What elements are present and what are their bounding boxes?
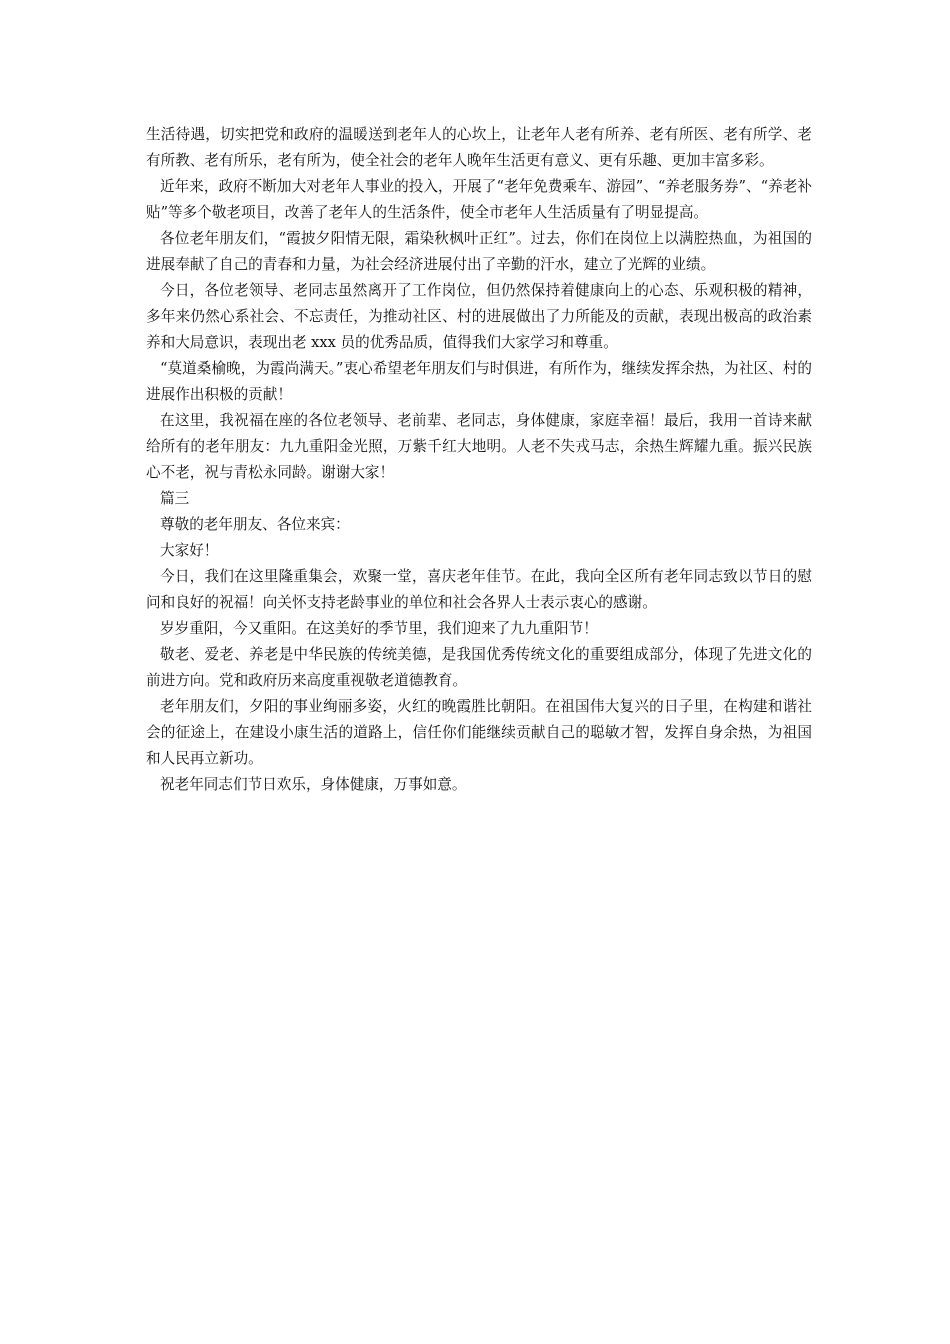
paragraph-continued: 生活待遇，切实把党和政府的温暖送到老年人的心坎上，让老年人老有所养、老有所医、老有所学、老有所教、老有所乐，老有所为，使全社会的老年人晚年生活更有意义、更有乐趣、更加丰富多彩。 — [146, 126, 812, 169]
paragraph-sunset-verse: 各位老年朋友们，“霞披夕阳情无限，霜染秋枫叶正红”。过去，你们在岗位上以满腔热血，为祖国的进展奉献了自己的青春和力量，为社会经济进展付出了辛勤的汗水，建立了光辉的业绩。 — [146, 230, 812, 273]
paragraph-double-ninth: 岁岁重阳，今又重阳。在这美好的季节里，我们迎来了九九重阳节！ — [160, 620, 598, 637]
paragraph-sunset-career: 老年朋友们，夕阳的事业绚丽多姿，火红的晚霞胜比朝阳。在祖国伟大复兴的日子里，在构建和谐社会的征途上，在建设小康生活的道路上，信任你们能继续贡献自己的聪敏才智，发挥自身余热，为祖国和人民再立新功。 — [146, 698, 812, 767]
paragraph-gathering: 今日，我们在这里隆重集会，欢聚一堂，喜庆老年佳节。在此，我向全区所有老年同志致以节日的慰问和良好的祝福！向关怀支持老龄事业的单位和社会各界人士表示衷心的感谢。 — [146, 568, 812, 611]
section-heading: 篇三 — [160, 490, 190, 507]
paragraph-investment: 近年来，政府不断加大对老年人事业的投入，开展了“老年免费乘车、游园”、“养老服务券”、“养老补贴”等多个敬老项目，改善了老年人的生活条件，使全市老年人生活质量有了明显提高。 — [146, 178, 812, 221]
greeting: 大家好！ — [160, 542, 219, 559]
document-page — [146, 122, 812, 798]
salutation: 尊敬的老年朋友、各位来宾： — [160, 516, 350, 533]
paragraph-tradition: 敬老、爱老、养老是中华民族的传统美德，是我国优秀传统文化的重要组成部分，体现了先进文化的前进方向。党和政府历来高度重视敬老道德教育。 — [146, 646, 812, 689]
paragraph-mulberry-quote: “莫道桑榆晚，为霞尚满天。”衷心希望老年朋友们与时俱进，有所作为，继续发挥余热，为社区、村的进展作出积极的贡献！ — [146, 360, 812, 403]
paragraph-blessing-poem: 在这里，我祝福在座的各位老领导、老前辈、老同志，身体健康，家庭幸福！最后，我用一首诗来献给所有的老年朋友：九九重阳金光照，万紫千红大地明。人老不失戎马志，余热生辉耀九重。振兴民族心不老，祝与青松永同龄。谢谢大家！ — [146, 412, 812, 481]
paragraph-retired-leaders: 今日，各位老领导、老同志虽然离开了工作岗位，但仍然保持着健康向上的心态、乐观积极的精神，多年来仍然心系社会、不忘责任，为推动社区、村的进展做出了力所能及的贡献，表现出极高的政治素养和大局意识，表现出老 xxx 员的优秀品质，值得我们大家学习和尊重。 — [146, 282, 812, 351]
paragraph-closing-wish: 祝老年同志们节日欢乐，身体健康，万事如意。 — [160, 776, 467, 793]
